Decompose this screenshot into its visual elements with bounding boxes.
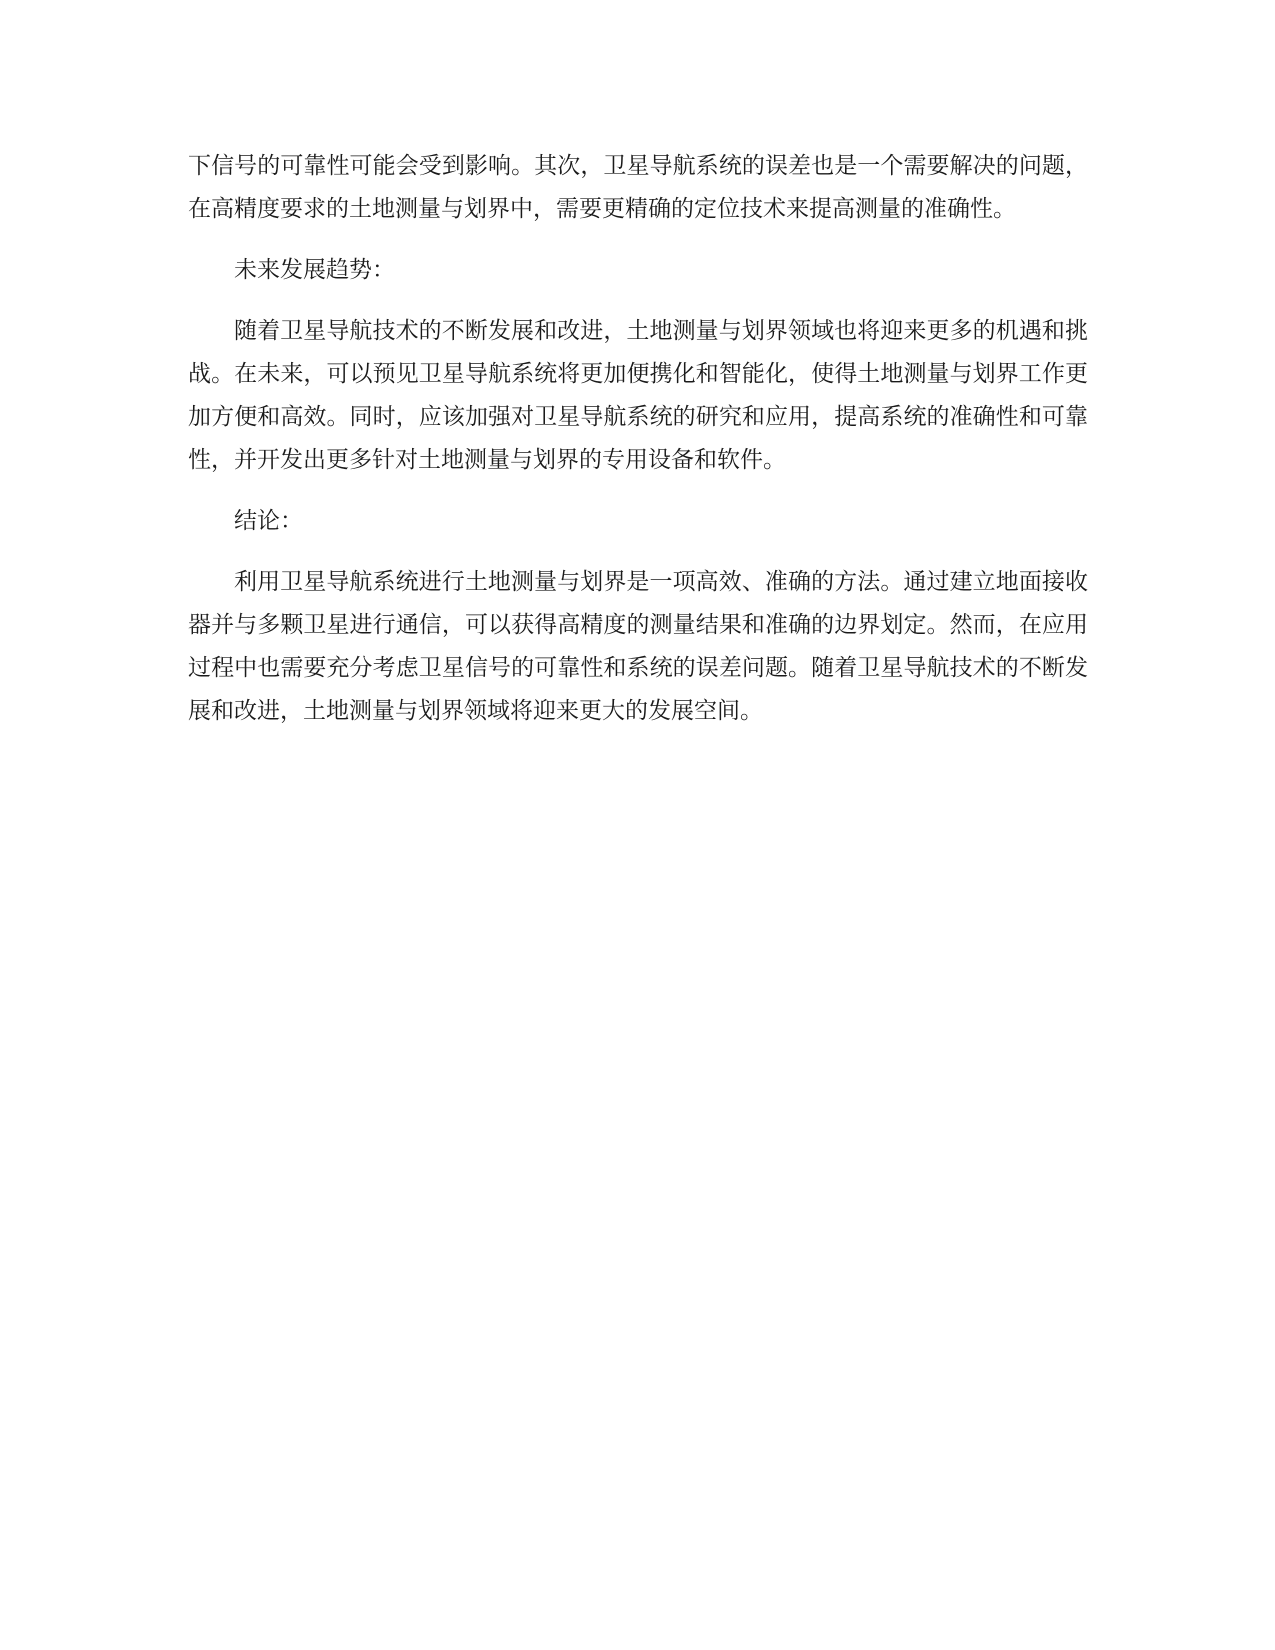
paragraph-continuation: 下信号的可靠性可能会受到影响。其次，卫星导航系统的误差也是一个需要解决的问题，在高精度要求的土地测量与划界中，需要更精确的定位技术来提高测量的准确性。	[188, 153, 1088, 222]
section-heading-future-trends: 未来发展趋势：	[234, 257, 395, 283]
paragraph-future-trends: 随着卫星导航技术的不断发展和改进，土地测量与划界领域也将迎来更多的机遇和挑战。在未来，可以预见卫星导航系统将更加便携化和智能化，使得土地测量与划界工作更加方便和高效。同时，应该加强对卫星导航系统的研究和应用，提高系统的准确性和可靠性，并开发出更多针对土地测量与划界的专用设备和软件。	[188, 318, 1088, 473]
document-body	[188, 145, 1088, 751]
section-heading-conclusion: 结论：	[234, 508, 303, 534]
paragraph-conclusion: 利用卫星导航系统进行土地测量与划界是一项高效、准确的方法。通过建立地面接收器并与多颗卫星进行通信，可以获得高精度的测量结果和准确的边界划定。然而，在应用过程中也需要充分考虑卫星信号的可靠性和系统的误差问题。随着卫星导航技术的不断发展和改进，土地测量与划界领域将迎来更大的发展空间。	[188, 569, 1088, 724]
